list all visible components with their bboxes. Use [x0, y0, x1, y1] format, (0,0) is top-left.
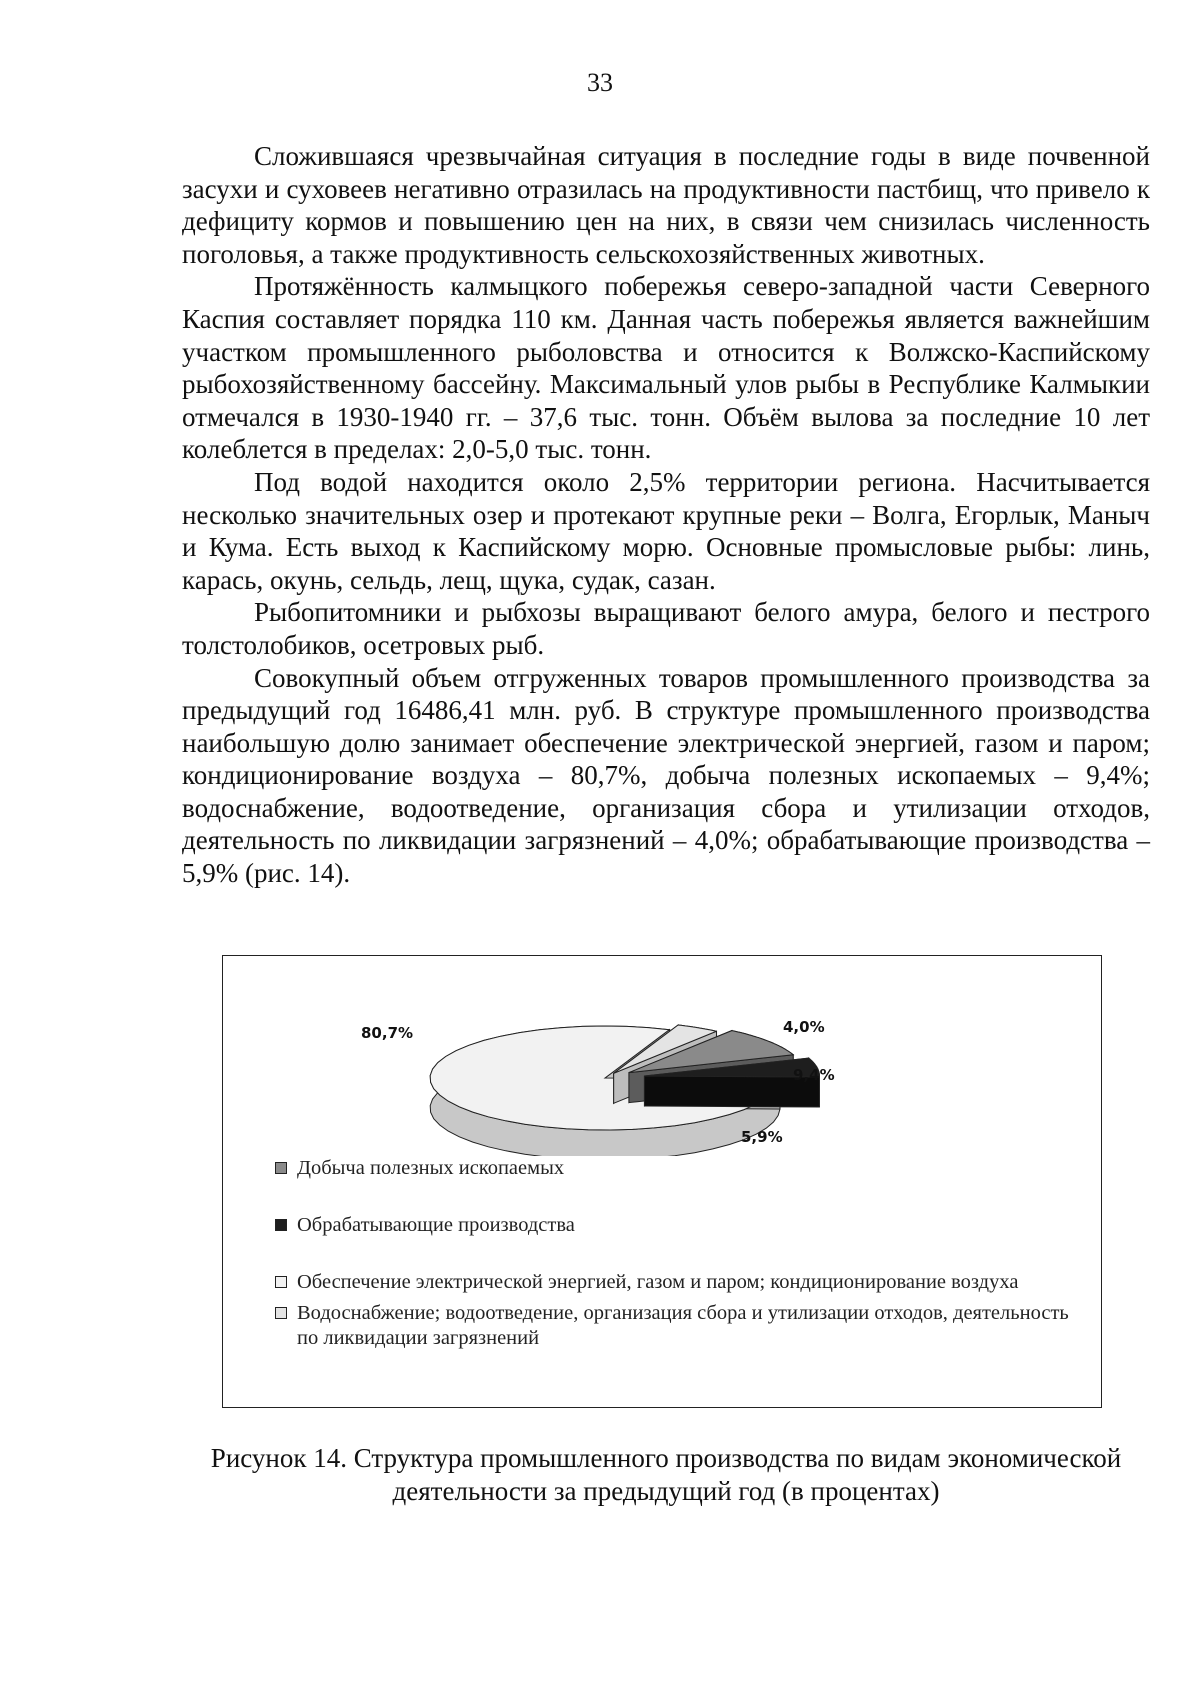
data-label: 4,0%	[783, 1018, 825, 1036]
legend-swatch	[275, 1219, 287, 1231]
data-label: 9,4%	[793, 1066, 835, 1084]
paragraph: Совокупный объем отгруженных товаров промышленного производства за предыдущий год 16486,41 млн. руб. В структуре промышленного производства наибольшую долю занимает обеспечение электрической энергией, газом и паром; кондиционирование воздуха – 80,7%, добыча полезных ископаемых – 9,4%; водоснабжение, водоотведение, организация сбора и утилизации отходов, деятельность по ликвидации загрязнений – 4,0%; обрабатывающие производства – 5,9% (рис. 14).	[182, 662, 1150, 889]
legend-item-energy	[275, 1270, 1075, 1295]
figure-14	[222, 955, 1102, 1408]
figure-caption: Рисунок 14. Структура промышленного производства по видам экономической деятельности за предыдущий год (в процентах)	[210, 1443, 1122, 1506]
legend-item-mining	[275, 1156, 1075, 1181]
legend-swatch	[275, 1162, 287, 1174]
chart-legend	[275, 1156, 1075, 1351]
legend-label: Обеспечение электрической энергией, газом и паром; кондиционирование воздуха	[297, 1271, 1019, 1293]
legend-swatch	[275, 1276, 287, 1288]
data-label: 80,7%	[361, 1024, 414, 1042]
legend-swatch	[275, 1307, 287, 1319]
legend-item-manufacturing	[275, 1213, 1075, 1238]
paragraph: Сложившаяся чрезвычайная ситуация в последние годы в виде почвенной засухи и суховеев негативно отразилась на продуктивности пастбищ, что привело к дефициту кормов и повышению цен на них, в связи чем снизилась численность поголовья, а также продуктивность сельскохозяйственных животных.	[182, 141, 1150, 269]
legend-item-water	[275, 1301, 1075, 1351]
body-text	[182, 140, 1150, 890]
paragraph: Рыбопитомники и рыбхозы выращивают белого амура, белого и пестрого толстолобиков, осетровых рыб.	[182, 597, 1150, 660]
page-number: 33	[587, 68, 613, 97]
data-label: 5,9%	[741, 1128, 783, 1146]
paragraph: Под водой находится около 2,5% территории региона. Насчитывается несколько значительных озер и протекают крупные реки – Волга, Егорлык, Маныч и Кума. Есть выход к Каспийскому морю. Основные промысловые рыбы: линь, карась, окунь, сельдь, лещ, щука, судак, сазан.	[182, 466, 1150, 595]
legend-label: Обрабатывающие производства	[297, 1214, 575, 1236]
legend-label: Водоснабжение; водоотведение, организация сбора и утилизации отходов, деятельность по ликвидации загрязнений	[297, 1302, 1069, 1349]
pie-chart	[223, 956, 1103, 1156]
legend-label: Добыча полезных ископаемых	[297, 1157, 565, 1179]
paragraph: Протяжённость калмыцкого побережья северо-западной части Северного Каспия составляет порядка 110 км. Данная часть побережья является важнейшим участком промышленного рыболовства и относится к Волжско-Каспийскому рыбохозяйственному бассейну. Максимальный улов рыбы в Республике Калмыкии отмечался в 1930-1940 гг. – 37,6 тыс. тонн. Объём вылова за последние 10 лет колеблется в пределах: 2,0-5,0 тыс. тонн.	[182, 271, 1150, 465]
